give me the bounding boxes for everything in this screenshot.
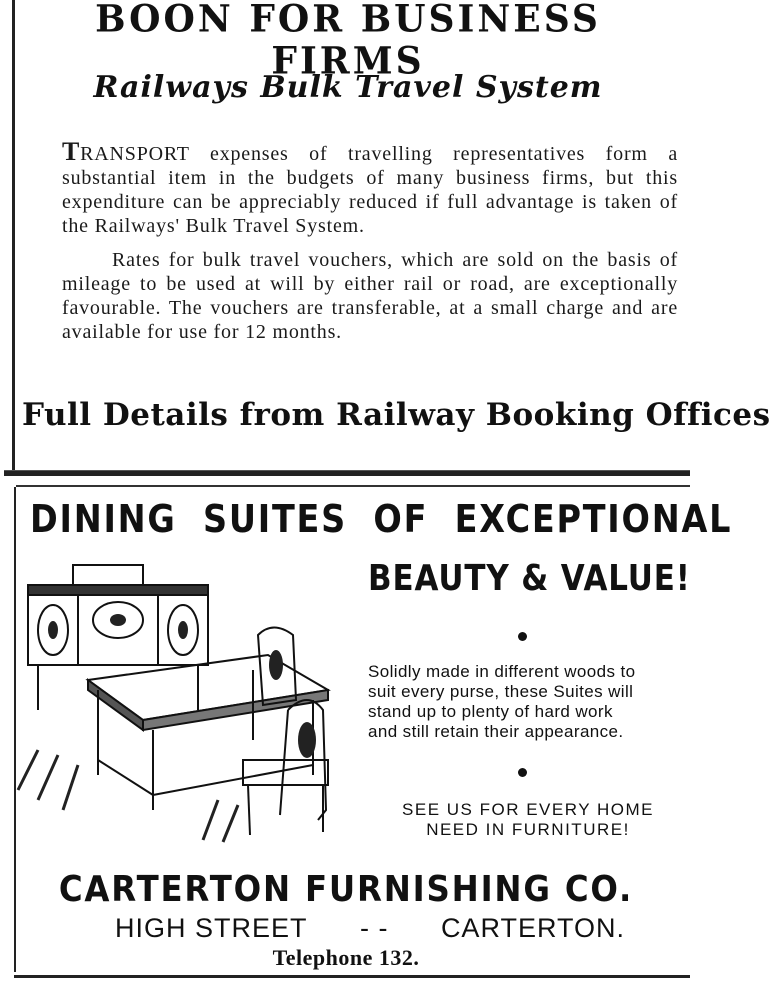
railways-advertisement [12, 0, 771, 470]
section-divider [4, 470, 690, 476]
dining-suite-illustration [18, 560, 353, 845]
company-address [115, 912, 625, 944]
call-to-action [368, 800, 688, 840]
headline-word: EXCEPTIONAL [454, 497, 733, 541]
cta-line: NEED IN FURNITURE! [426, 820, 630, 839]
section-divider-thin [16, 485, 690, 487]
bullet-icon [518, 768, 527, 777]
body-paragraph-1 [62, 137, 678, 238]
furniture-headline [30, 495, 733, 543]
company-phone: Telephone 132. [272, 945, 420, 970]
headline-word: SUITES [203, 497, 348, 541]
furniture-description [368, 662, 688, 742]
address-street: HIGH STREET [115, 913, 308, 943]
ad-title: BOON FOR BUSINESS FIRMS [95, 0, 601, 84]
bullet-icon [518, 632, 527, 641]
ad-body [62, 137, 678, 344]
ad-subtitle: Railways Bulk Travel System [93, 70, 603, 105]
left-border-rule [14, 487, 16, 972]
description-line: stand up to plenty of hard work [368, 702, 613, 721]
furniture-headline-2: BEAUTY & VALUE! [368, 558, 691, 599]
description-line: suit every purse, these Suites will [368, 682, 634, 701]
address-town: CARTERTON. [440, 913, 625, 943]
company-name: CARTERTON FURNISHING CO. [58, 869, 634, 910]
headline-word: DINING [30, 497, 177, 541]
headline-word: OF [373, 497, 429, 541]
cta-line: SEE US FOR EVERY HOME [402, 800, 654, 819]
drop-cap: T [62, 137, 81, 166]
description-line: Solidly made in different woods to [368, 662, 636, 681]
body-paragraph-2: Rates for bulk travel vouchers, which are sold on the basis of mileage to be used at will by either rail or road, are exceptionally favourable. The vouchers are transferable, at a small charge and are available for use for 12 months. [62, 249, 678, 343]
bottom-rule [14, 975, 690, 978]
description-line: and still retain their appearance. [368, 722, 624, 741]
address-separator: - - [359, 913, 389, 943]
ad-footer: Full Details from Railway Booking Offices [22, 397, 771, 433]
paragraph-text: RANSPORT expenses of travelling representatives form a substantial item in the budgets of many business firms, but this expenditure can be appreciably reduced if full advantage is taken of the Railways' Bulk Travel System. [62, 143, 678, 237]
